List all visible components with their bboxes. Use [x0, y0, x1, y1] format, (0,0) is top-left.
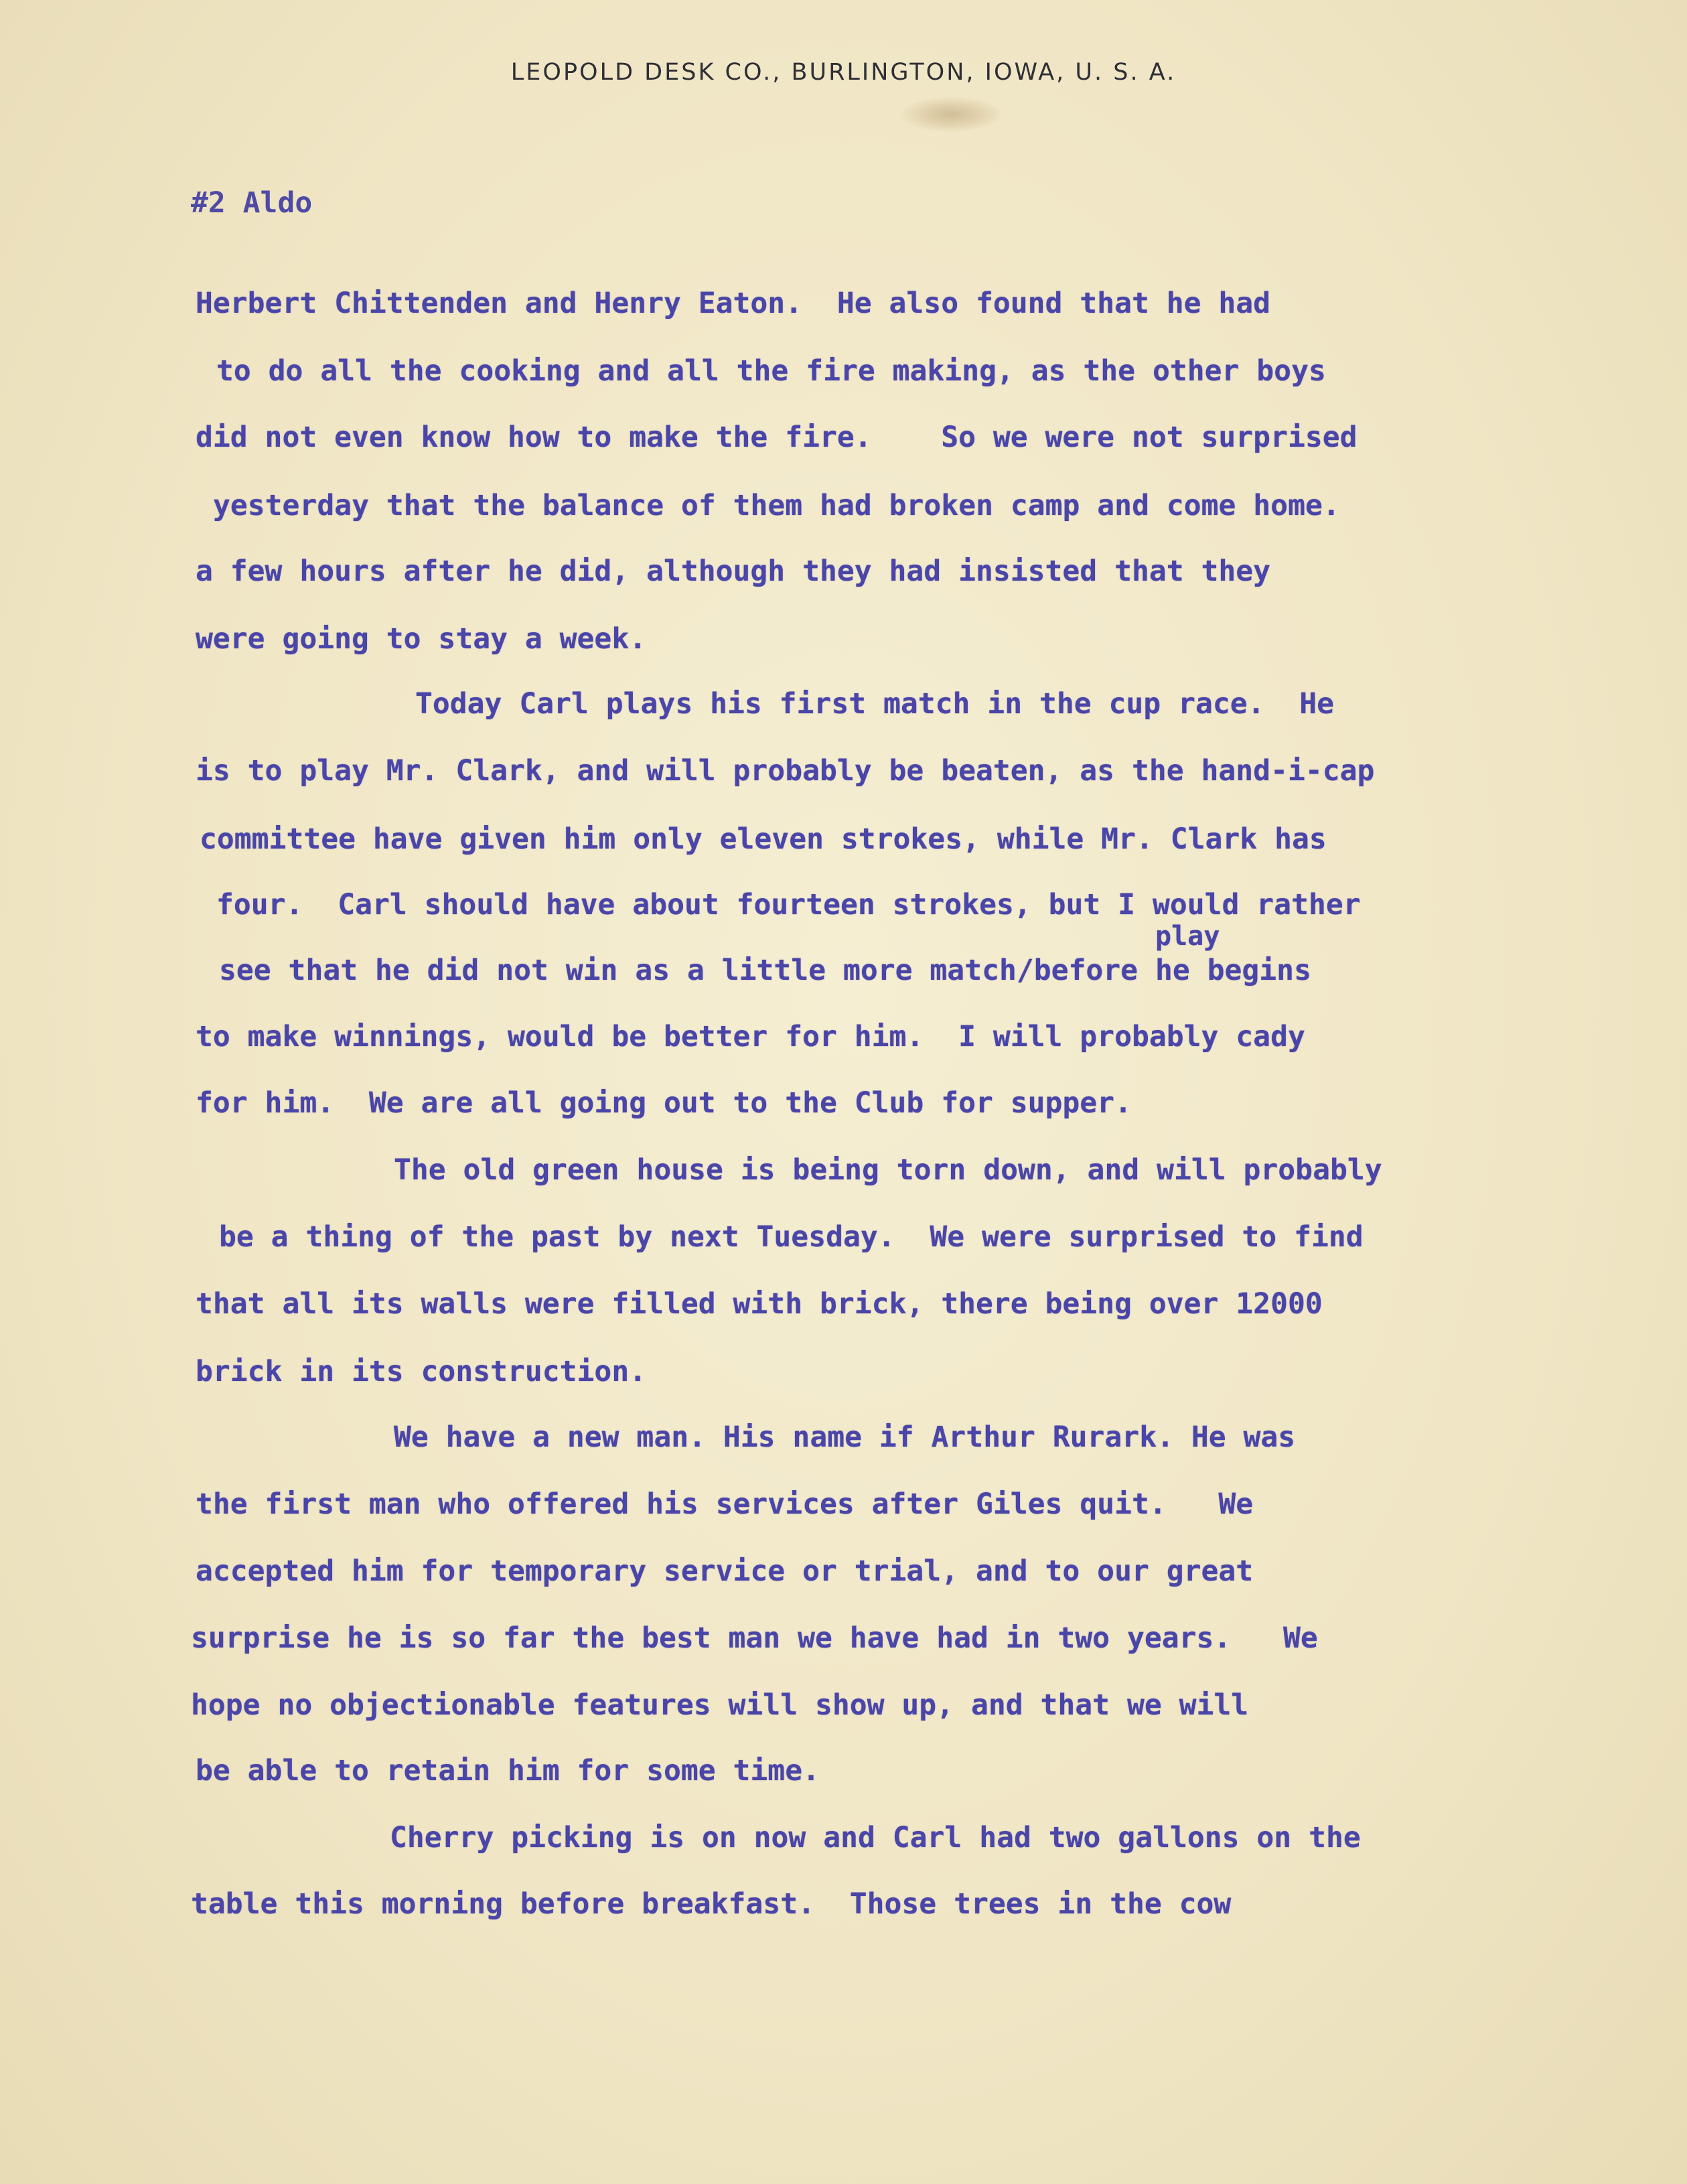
text-line: hope no objectionable features will show up, and that we will — [191, 1688, 1249, 1722]
text-line: were going to stay a week. — [196, 622, 647, 656]
text-line: four. Carl should have about fourteen strokes, but I would rather — [216, 888, 1361, 922]
text-line: Today Carl plays his first match in the cup race. He — [415, 687, 1335, 721]
text-line: is to play Mr. Clark, and will probably be beaten, as the hand-i-cap — [196, 754, 1375, 788]
letterhead: LEOPOLD DESK CO., BURLINGTON, IOWA, U. S. A. — [510, 59, 1177, 86]
paper-stain — [901, 97, 1001, 132]
page-reference: #2 Aldo — [191, 186, 313, 220]
text-line: brick in its construction. — [196, 1355, 647, 1388]
text-line: be a thing of the past by next Tuesday. We were surprised to find — [219, 1220, 1364, 1254]
text-line: see that he did not win as a little more match/before he begins — [219, 954, 1311, 987]
text-line: to make winnings, would be better for him. I will probably cady — [196, 1020, 1305, 1053]
text-line: Herbert Chittenden and Henry Eaton. He also found that he had — [196, 287, 1271, 320]
text-line: Cherry picking is on now and Carl had two gallons on the — [390, 1821, 1361, 1854]
text-line: did not even know how to make the fire. So we were not surprised — [196, 421, 1358, 454]
text-line: for him. We are all going out to the Club for supper. — [196, 1086, 1132, 1120]
text-line: be able to retain him for some time. — [196, 1754, 820, 1788]
text-line: We have a new man. His name if Arthur Rurark. He was — [394, 1421, 1296, 1454]
interlinear-insert: play — [1155, 921, 1220, 952]
text-line: table this morning before breakfast. Those trees in the cow — [191, 1887, 1232, 1921]
text-line: yesterday that the balance of them had broken camp and come home. — [213, 489, 1340, 522]
text-line: accepted him for temporary service or trial, and to our great — [196, 1554, 1254, 1588]
text-line: the first man who offered his services after Giles quit. We — [196, 1487, 1254, 1521]
text-line: The old green house is being torn down, and will probably — [394, 1153, 1382, 1187]
text-line: that all its walls were filled with brick, there being over 12000 — [196, 1287, 1323, 1321]
text-line: to do all the cooking and all the fire making, as the other boys — [216, 354, 1326, 388]
text-line: committee have given him only eleven strokes, while Mr. Clark has — [200, 822, 1327, 856]
text-line: a few hours after he did, although they had insisted that they — [196, 555, 1271, 588]
text-line: surprise he is so far the best man we have had in two years. We — [191, 1621, 1318, 1655]
